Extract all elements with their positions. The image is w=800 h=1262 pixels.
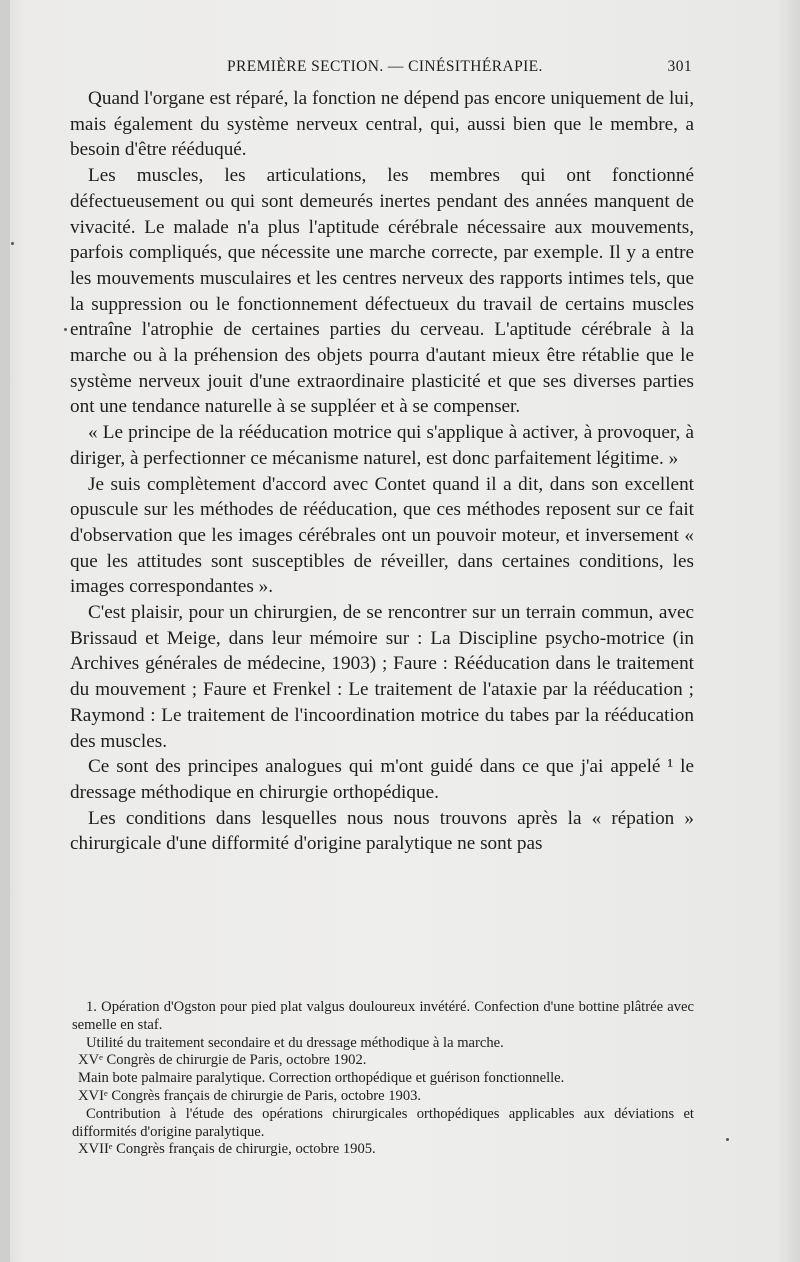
page-number: 301 bbox=[667, 58, 692, 75]
footnote: XVIᵉ Congrès français de chirurgie de Paris, octobre 1903. bbox=[78, 1087, 422, 1104]
footnotes bbox=[72, 999, 694, 1159]
scan-speck bbox=[726, 1138, 729, 1141]
body-text bbox=[70, 86, 694, 857]
paragraph: « Le principe de la rééducation motrice qui s'applique à activer, à provoquer, à diriger, à perfectionner ce mécanisme naturel, est donc parfaitement légitime. » bbox=[70, 422, 694, 469]
paragraph: Je suis complètement d'accord avec Contet quand il a dit, dans son excellent opuscule sur les méthodes de rééducation, que ces méthodes reposent sur ce fait d'observation que les images cérébrales ont un pouvoir moteur, et inversement « que les attitudes sont susceptibles de réveiller, dans certaines conditions, les images correspondantes ». bbox=[70, 473, 694, 598]
footnote: Main bote palmaire paralytique. Correction orthopédique et guérison fonctionnelle. bbox=[78, 1070, 565, 1087]
paragraph: Les muscles, les articulations, les membres qui ont fonctionné défectueusement ou qui sont demeurés inertes pendant des années manquent de vivacité. Le malade n'a plus l'aptitude cérébrale nécessaire aux mouvements, parfois compliqués, que nécessite une marche correcte, par exemple. Il y a entre les mouvements musculaires et les centres nerveux des rapports intimes tels, que la suppression ou le fonctionnement défectueux du travail de certains muscles entraîne l'atrophie de certaines parties du cerveau. L'aptitude cérébrale à la marche ou à la préhension des objets pourra d'autant mieux être rétablie que le système nerveux jouit d'une extraordinaire plasticité et que ses diverses parties ont une tendance naturelle à se suppléer et à se compenser. bbox=[70, 165, 694, 418]
page-header bbox=[72, 58, 692, 82]
scan-speck bbox=[11, 242, 14, 245]
paragraph: C'est plaisir, pour un chirurgien, de se rencontrer sur un terrain commun, avec Brissaud et Meige, dans leur mémoire sur : La Discipline psycho-motrice (in Archives générales de médecine, 1903) ; Faure : Rééducation dans le traitement du mouvement ; Faure et Frenkel : Le traitement de l'ataxie par la rééducation ; Raymond : Le traitement de l'incoordination motrice du tabes par la rééducation des muscles. bbox=[70, 602, 694, 752]
paragraph: Ce sont des principes analogues qui m'ont guidé dans ce que j'ai appelé ¹ le dressage méthodique en chirurgie orthopédique. bbox=[70, 756, 694, 803]
footnote: XVᵉ Congrès de chirurgie de Paris, octobre 1902. bbox=[78, 1052, 367, 1069]
running-title: PREMIÈRE SECTION. — CINÉSITHÉRAPIE. bbox=[227, 58, 543, 75]
page-edge-shadow bbox=[0, 0, 10, 1262]
footnote: Contribution à l'étude des opérations chirurgicales orthopédiques applicables aux déviations et difformités d'origine paralytique. bbox=[72, 1105, 694, 1140]
footnote: Utilité du traitement secondaire et du dressage méthodique à la marche. bbox=[86, 1034, 504, 1051]
scan-speck bbox=[64, 328, 67, 331]
footnote: XVIIᵉ Congrès français de chirurgie, octobre 1905. bbox=[78, 1141, 376, 1158]
paragraph: Quand l'organe est réparé, la fonction ne dépend pas encore uniquement de lui, mais également du système nerveux central, qui, aussi bien que le membre, a besoin d'être rééduqué. bbox=[70, 88, 694, 161]
paragraph: Les conditions dans lesquelles nous nous trouvons après la « répation » chirurgicale d'une difformité d'origine paralytique ne sont pas bbox=[70, 807, 694, 855]
footnote: 1. Opération d'Ogston pour pied plat valgus douloureux invétéré. Confection d'une bottine plâtrée avec semelle en staf. bbox=[72, 999, 694, 1033]
